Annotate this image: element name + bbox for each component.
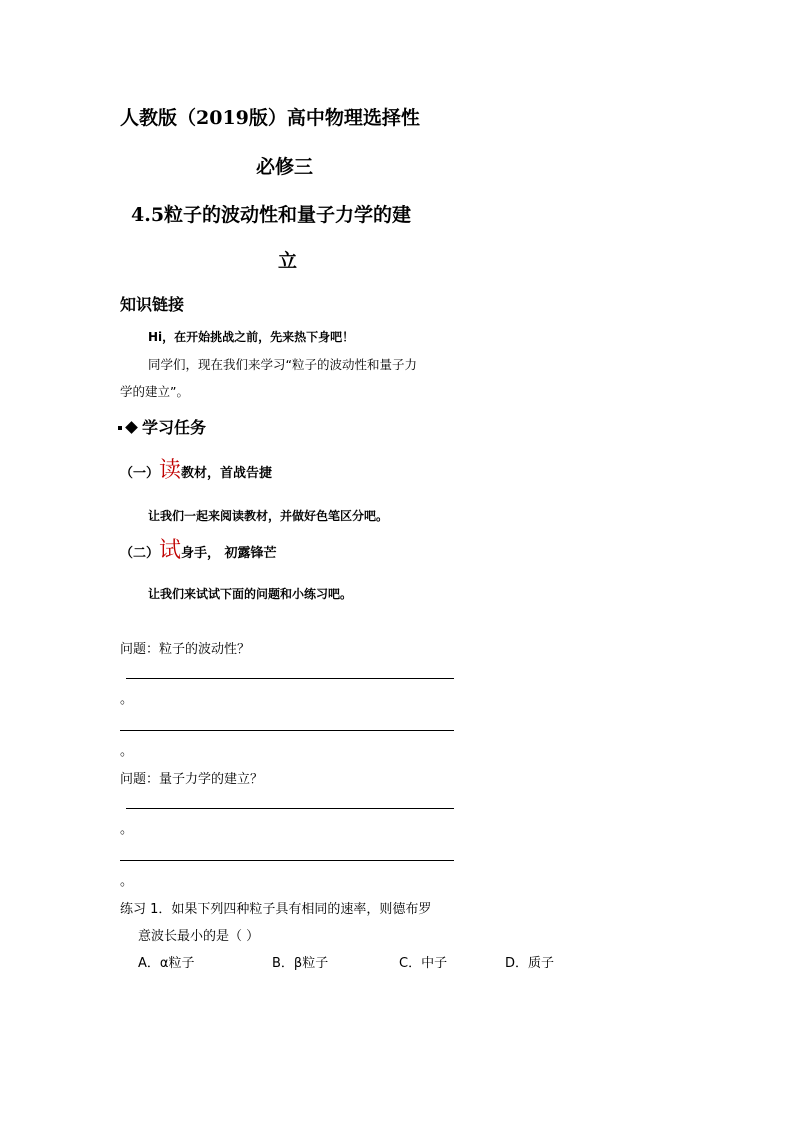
- title-line-4: 立: [278, 250, 298, 272]
- question-1-end-mark-1: 。: [120, 692, 134, 707]
- knowledge-heading: 知识链接: [120, 295, 185, 314]
- question-2-end-mark-1: 。: [120, 822, 134, 837]
- intro-text-line-2: 学的建立”。: [120, 384, 189, 399]
- answer-line: [126, 678, 454, 679]
- exercise-line-2: 意波长最小的是（ ）: [138, 929, 260, 944]
- exercise-option-d: D．质子: [505, 956, 555, 971]
- question-1-end-mark-2: 。: [120, 744, 134, 759]
- task-2-prefix: （二）: [120, 546, 160, 561]
- tasks-heading: [118, 415, 206, 438]
- task-1-big-char: 读: [159, 458, 182, 483]
- question-2-label: 问题：量子力学的建立？: [120, 772, 264, 787]
- exercise-line-1: 练习 1．如果下列四种粒子具有相同的速率，则德布罗: [120, 902, 432, 917]
- greeting-text: Hi，在开始挑战之前，先来热下身吧！: [148, 330, 355, 344]
- answer-line: [126, 808, 454, 809]
- diamond-bullet-icon: [125, 421, 138, 434]
- title-line-3: 4.5粒子的波动性和量子力学的建: [131, 204, 412, 226]
- task-2-desc: 让我们来试试下面的问题和小练习吧。: [148, 587, 353, 601]
- task-2-big-char: 试: [159, 538, 182, 563]
- exercise-option-a: A．α粒子: [138, 956, 195, 971]
- answer-line: [120, 860, 454, 861]
- intro-text-line-1: 同学们，现在我们来学习“粒子的波动性和量子力: [148, 357, 417, 372]
- exercise-option-c: C．中子: [399, 956, 448, 971]
- title-line-2: 必修三: [256, 156, 314, 178]
- task-1-desc: 让我们一起来阅读教材，并做好色笔区分吧。: [148, 509, 389, 523]
- answer-line: [120, 730, 454, 731]
- task-2-heading: [120, 538, 277, 567]
- exercise-option-b: B．β粒子: [272, 956, 329, 971]
- task-1-heading: [120, 458, 272, 487]
- tasks-heading-label: 学习任务: [142, 418, 207, 437]
- task-1-rest: 教材，首战告捷: [181, 466, 273, 481]
- question-1-label: 问题：粒子的波动性？: [120, 642, 251, 657]
- small-square-bullet-icon: [118, 426, 122, 430]
- task-2-rest: 身手， 初露锋芒: [181, 546, 277, 561]
- title-line-1: 人教版（2019版）高中物理选择性: [120, 107, 420, 129]
- question-2-end-mark-2: 。: [120, 874, 134, 889]
- task-1-prefix: （一）: [120, 466, 160, 481]
